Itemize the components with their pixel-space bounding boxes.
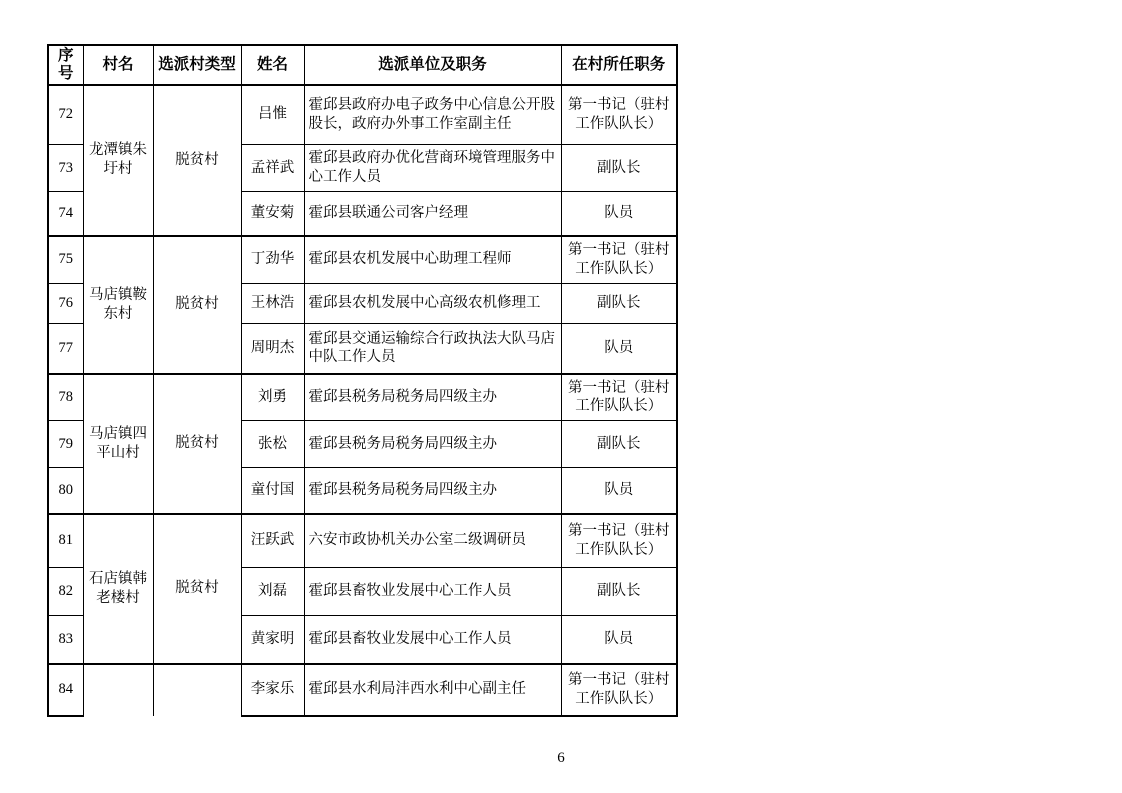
unit-cell: 六安市政协机关办公室二级调研员 (304, 514, 561, 568)
page-number: 6 (557, 750, 565, 766)
header-serial: 序号 (48, 45, 83, 85)
village-cell: 马店镇鞍东村 (83, 236, 153, 374)
unit-cell: 霍邱县政府办优化营商环境管理服务中心工作人员 (304, 145, 561, 192)
serial-cell: 72 (48, 85, 83, 145)
role-cell: 队员 (561, 192, 677, 236)
role-cell: 队员 (561, 616, 677, 664)
role-cell: 副队长 (561, 145, 677, 192)
serial-cell: 78 (48, 374, 83, 421)
header-unit: 选派单位及职务 (304, 45, 561, 85)
unit-cell: 霍邱县农机发展中心助理工程师 (304, 236, 561, 284)
role-cell: 队员 (561, 468, 677, 514)
name-cell: 吕惟 (241, 85, 304, 145)
role-cell: 副队长 (561, 568, 677, 616)
serial-cell: 84 (48, 664, 83, 716)
name-cell: 周明杰 (241, 324, 304, 374)
unit-cell: 霍邱县畜牧业发展中心工作人员 (304, 616, 561, 664)
unit-cell: 霍邱县政府办电子政务中心信息公开股股长，政府办外事工作室副主任 (304, 85, 561, 145)
role-cell: 第一书记（驻村工作队队长） (561, 236, 677, 284)
serial-cell: 83 (48, 616, 83, 664)
table-header-row (48, 45, 677, 85)
role-cell: 副队长 (561, 284, 677, 324)
unit-cell: 霍邱县水利局沣西水利中心副主任 (304, 664, 561, 716)
table-row (48, 236, 677, 284)
name-cell: 张松 (241, 421, 304, 468)
name-cell: 董安菊 (241, 192, 304, 236)
name-cell: 黄家明 (241, 616, 304, 664)
role-cell: 第一书记（驻村工作队队长） (561, 664, 677, 716)
name-cell: 王林浩 (241, 284, 304, 324)
role-cell: 队员 (561, 324, 677, 374)
village-cell: 马店镇四平山村 (83, 374, 153, 514)
header-name: 姓名 (241, 45, 304, 85)
table-row (48, 85, 677, 145)
role-cell: 第一书记（驻村工作队队长） (561, 85, 677, 145)
table-row (48, 374, 677, 421)
village-cell: 龙潭镇朱圩村 (83, 85, 153, 236)
village-type-cell: 脱贫村 (153, 514, 241, 664)
unit-cell: 霍邱县税务局税务局四级主办 (304, 421, 561, 468)
role-cell: 副队长 (561, 421, 677, 468)
unit-cell: 霍邱县农机发展中心高级农机修理工 (304, 284, 561, 324)
personnel-roster-table (47, 44, 678, 717)
serial-cell: 79 (48, 421, 83, 468)
village-type-cell: 脱贫村 (153, 85, 241, 236)
village-cell: 石店镇韩老楼村 (83, 514, 153, 664)
name-cell: 刘磊 (241, 568, 304, 616)
serial-cell: 75 (48, 236, 83, 284)
serial-cell: 74 (48, 192, 83, 236)
village-type-cell: 脱贫村 (153, 236, 241, 374)
name-cell: 李家乐 (241, 664, 304, 716)
role-cell: 第一书记（驻村工作队队长） (561, 514, 677, 568)
header-village-type: 选派村类型 (153, 45, 241, 85)
name-cell: 刘勇 (241, 374, 304, 421)
header-village: 村名 (83, 45, 153, 85)
unit-cell: 霍邱县税务局税务局四级主办 (304, 468, 561, 514)
unit-cell: 霍邱县税务局税务局四级主办 (304, 374, 561, 421)
serial-cell: 81 (48, 514, 83, 568)
name-cell: 童付国 (241, 468, 304, 514)
serial-cell: 82 (48, 568, 83, 616)
name-cell: 丁劲华 (241, 236, 304, 284)
role-cell: 第一书记（驻村工作队队长） (561, 374, 677, 421)
serial-cell: 73 (48, 145, 83, 192)
name-cell: 孟祥武 (241, 145, 304, 192)
table-row (48, 664, 677, 716)
serial-cell: 80 (48, 468, 83, 514)
unit-cell: 霍邱县畜牧业发展中心工作人员 (304, 568, 561, 616)
serial-cell: 76 (48, 284, 83, 324)
serial-cell: 77 (48, 324, 83, 374)
name-cell: 汪跃武 (241, 514, 304, 568)
header-role: 在村所任职务 (561, 45, 677, 85)
unit-cell: 霍邱县联通公司客户经理 (304, 192, 561, 236)
unit-cell: 霍邱县交通运输综合行政执法大队马店中队工作人员 (304, 324, 561, 374)
village-type-cell (153, 664, 241, 716)
village-type-cell: 脱贫村 (153, 374, 241, 514)
village-cell (83, 664, 153, 716)
table-row (48, 514, 677, 568)
